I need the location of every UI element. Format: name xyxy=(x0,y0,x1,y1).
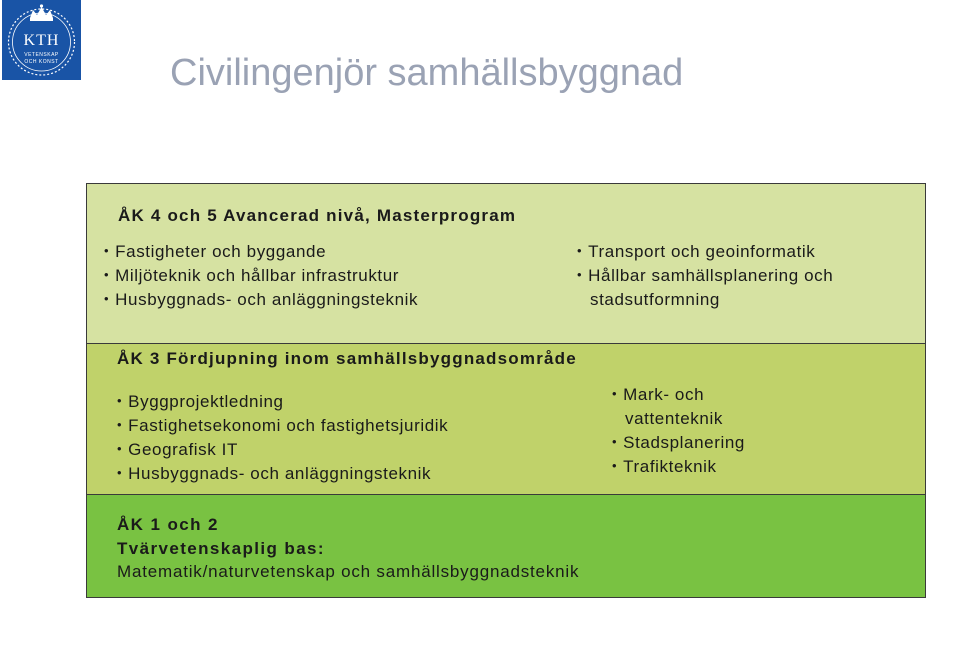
master-block xyxy=(86,183,926,344)
list-item: • Stadsplanering xyxy=(612,430,745,454)
page-title: Civilingenjör samhällsbyggnad xyxy=(170,52,684,94)
bas-year-heading: ÅK 1 och 2 xyxy=(117,515,219,534)
list-item: • Miljöteknik och hållbar infrastruktur xyxy=(104,263,418,287)
fordjupning-block xyxy=(86,343,926,495)
list-item: • Trafikteknik xyxy=(612,454,745,478)
list-item: • Husbyggnads- och anläggningsteknik xyxy=(117,461,448,485)
list-item: • Mark- och xyxy=(612,382,745,406)
list-item: • Transport och geoinformatik xyxy=(577,239,833,263)
master-left-list xyxy=(104,239,418,311)
master-right-list xyxy=(577,239,833,311)
master-heading: ÅK 4 och 5 Avancerad nivå, Masterprogram xyxy=(118,206,517,225)
list-item: • Hållbar samhällsplanering och xyxy=(577,263,833,287)
list-item: • Husbyggnads- och anläggningsteknik xyxy=(104,287,418,311)
fordjupning-left-list xyxy=(117,389,448,485)
list-item-continuation: vattenteknik xyxy=(625,409,723,428)
list-item: • Fastigheter och byggande xyxy=(104,239,418,263)
fordjupning-heading: ÅK 3 Fördjupning inom samhällsbyggnadsområde xyxy=(117,349,577,368)
bas-subheading: Tvärvetenskaplig bas: xyxy=(117,539,325,558)
logo-kth-text: KTH xyxy=(23,32,60,49)
bas-description: Matematik/naturvetenskap och samhällsbyggnadsteknik xyxy=(117,562,580,581)
logo-line-och-konst: OCH KONST xyxy=(24,59,59,65)
list-item: • Fastighetsekonomi och fastighetsjuridik xyxy=(117,413,448,437)
list-item: • Byggprojektledning xyxy=(117,389,448,413)
bas-block xyxy=(86,494,926,598)
logo-line-vetenskap: VETENSKAP xyxy=(24,52,59,58)
list-item: • Geografisk IT xyxy=(117,437,448,461)
kth-logo xyxy=(2,0,81,80)
list-item-continuation: stadsutformning xyxy=(590,290,720,309)
fordjupning-right-list xyxy=(612,382,745,478)
